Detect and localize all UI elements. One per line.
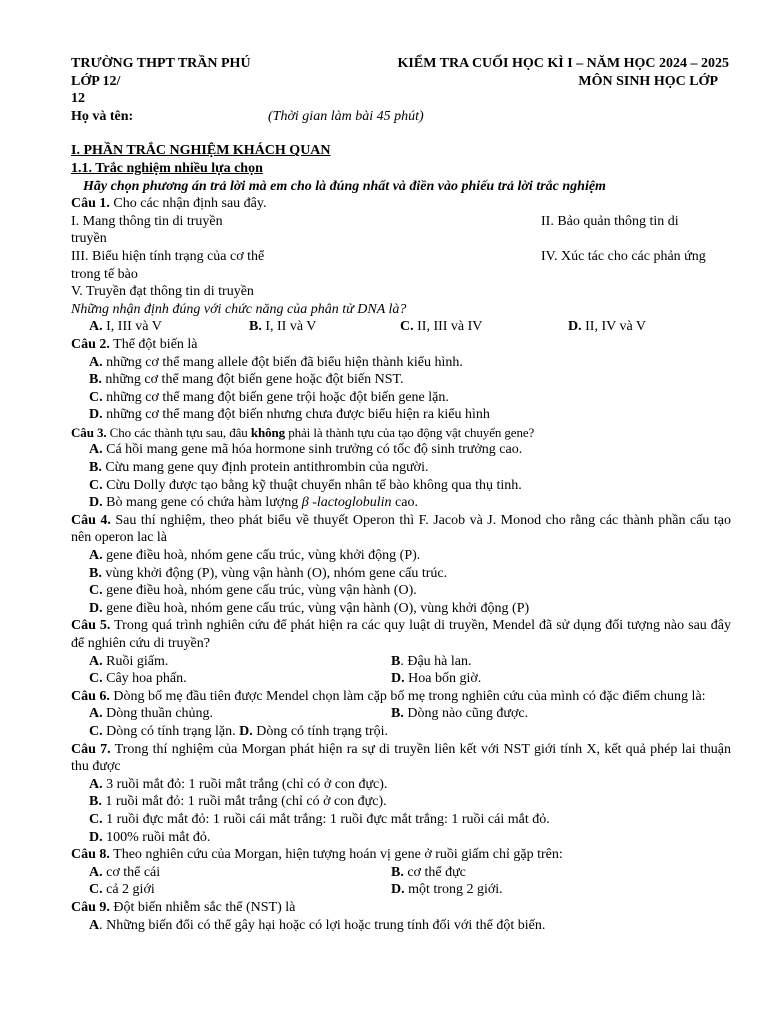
header-row-1 — [71, 55, 731, 73]
name-row — [71, 108, 731, 126]
question-7-option-c[interactable] — [71, 811, 731, 829]
statement-1-text: I. Mang thông tin di truyền — [71, 213, 223, 229]
option-text: . Những biến đổi có thể gây hại hoặc có lợi hoặc trung tính đối với thể đột biến. — [99, 917, 546, 933]
header-row-2 — [71, 73, 731, 91]
section-title: I. PHẦN TRẮC NGHIỆM KHÁCH QUAN — [71, 143, 331, 159]
question-6-options-row-1 — [71, 705, 731, 723]
option-label: B. — [391, 706, 404, 722]
option-text-italic: β -lactoglobulin — [301, 495, 392, 511]
question-5-label: Câu 5. — [71, 618, 111, 634]
option-text: Ruồi giấm. — [102, 653, 169, 669]
question-2-text: Thể đột biến là — [109, 336, 198, 352]
statement-3-wrap: trong tế bào — [71, 266, 138, 282]
option-d-text: II, IV và V — [581, 319, 647, 335]
section-instruction: Hãy chọn phương án trả lời mà em cho là đúng nhất và điền vào phiếu trả lời trắc nghiệm — [83, 178, 606, 194]
option-text: 1 ruồi mắt đỏ: 1 ruồi mắt trắng (chỉ có ở con đực). — [101, 794, 387, 810]
option-label: A. — [89, 442, 103, 458]
question-4-stem — [71, 512, 731, 547]
option-text: những cơ thể mang allele đột biến đã biểu hiện thành kiểu hình. — [102, 354, 463, 370]
question-7-option-a[interactable] — [71, 776, 731, 794]
question-4-option-b[interactable] — [71, 565, 731, 583]
option-a-text: I, III và V — [102, 319, 162, 335]
option-text: những cơ thể mang đột biến gene hoặc đột biến NST. — [101, 372, 404, 388]
option-text: . Đậu hà lan. — [400, 653, 472, 669]
question-2-label: Câu 2. — [71, 336, 110, 352]
question-6-text: Dòng bố mẹ đầu tiên được Mendel chọn làm cặp bố mẹ trong nghiên cứu của mình có đặc điểm chung là: — [109, 688, 706, 704]
question-5-option-b[interactable] — [391, 653, 472, 671]
exam-content — [71, 55, 731, 934]
question-5-option-d[interactable] — [391, 670, 481, 688]
option-text: cả 2 giới — [102, 882, 155, 898]
question-1-prompt: Những nhận định đúng với chức năng của phân tử DNA là? — [71, 301, 407, 317]
option-label: B — [391, 653, 401, 669]
question-9-label: Câu 9. — [71, 899, 110, 915]
question-7-option-d[interactable] — [71, 829, 731, 847]
question-8-option-a[interactable] — [89, 864, 391, 882]
question-7-label: Câu 7. — [71, 741, 111, 757]
statement-4: IV. Xúc tác cho các phản ứng — [541, 248, 706, 264]
question-9-stem — [71, 899, 731, 917]
option-text: gene điều hoà, nhóm gene cấu trúc, vùng vận hành (O). — [102, 583, 417, 599]
option-text: Dòng nào cũng được. — [403, 706, 529, 722]
option-label: B. — [89, 372, 102, 388]
question-3-option-c[interactable] — [71, 477, 731, 495]
option-text: những cơ thể mang đột biến gene trội hoặc đột biến gene lặn. — [102, 389, 449, 405]
question-1-options — [71, 318, 731, 336]
question-6-stem — [71, 688, 731, 706]
question-7-text: Trong thí nghiệm của Morgan phát hiện ra sự di truyền liên kết với NST giới tính X, kết quả phép lai thuận thu được — [71, 741, 731, 775]
school-name: TRƯỜNG THPT TRẦN PHÚ — [71, 56, 251, 71]
option-label: D. — [391, 671, 405, 687]
statement-2: II. Bảo quản thông tin di — [541, 213, 679, 229]
option-text: Cây hoa phấn. — [102, 671, 187, 687]
subject-label: MÔN SINH HỌC LỚP — [578, 73, 718, 89]
statement-1 — [71, 213, 286, 248]
question-5-options-row-1 — [71, 653, 731, 671]
question-2-option-c[interactable] — [71, 389, 731, 407]
option-label: B. — [89, 794, 102, 810]
question-4-option-d[interactable] — [71, 600, 731, 618]
option-a-label: A. — [89, 319, 103, 335]
question-5-option-c[interactable] — [89, 670, 391, 688]
class-label: LỚP 12/ — [71, 73, 121, 89]
statement-5: V. Truyền đạt thông tin di truyền — [71, 284, 254, 300]
option-label: D. — [89, 829, 103, 845]
section-subtitle: 1.1. Trắc nghiệm nhiều lựa chọn — [71, 160, 263, 176]
question-8-options-row-2 — [71, 881, 731, 899]
option-text: 100% ruồi mắt đỏ. — [102, 829, 211, 845]
question-9-text: Đột biến nhiễm sắc thể (NST) là — [109, 899, 296, 915]
question-8-text: Theo nghiên cứu của Morgan, hiện tượng hoán vị gene ở ruồi giấm chỉ gặp trên: — [109, 847, 563, 863]
question-3-text-emphasis: không — [250, 424, 286, 440]
option-d-label: D. — [568, 319, 582, 335]
option-label: D. — [89, 600, 103, 616]
option-a[interactable] — [89, 318, 249, 336]
question-4-option-c[interactable] — [71, 582, 731, 600]
statement-1-wrap: truyền — [71, 231, 107, 247]
option-b-label: B. — [249, 319, 262, 335]
option-label: D. — [391, 882, 405, 898]
question-3-stem — [71, 424, 731, 442]
option-text: Cừu mang gene quy định protein antithrombin của người. — [101, 460, 429, 476]
question-4-option-a[interactable] — [71, 547, 731, 565]
spacer — [71, 125, 731, 142]
question-5-text: Trong quá trình nghiên cứu để phát hiện ra các quy luật di truyền, Mendel đã sử dụng đối tượng nào sau đây để nghiên cứu di truyền? — [71, 618, 731, 651]
option-label: C. — [89, 389, 103, 405]
question-9-option-a[interactable] — [71, 917, 731, 935]
statement-3-text: III. Biểu hiện tính trạng của cơ thể — [71, 248, 265, 264]
question-3-option-d[interactable] — [71, 494, 731, 512]
question-8-stem — [71, 846, 731, 864]
option-label: B. — [89, 460, 102, 476]
option-text: cơ thể cái — [102, 864, 161, 880]
option-label: D. — [89, 407, 103, 423]
question-2-option-a[interactable] — [71, 354, 731, 372]
option-label: D. — [239, 723, 253, 739]
option-c[interactable] — [400, 318, 568, 336]
question-4-text: Sau thí nghiệm, theo phát biểu về thuyết Operon thì F. Jacob và J. Monod cho rằng các thành phần cấu tạo nên operon lac là — [71, 512, 731, 546]
question-6-option-a[interactable] — [89, 705, 391, 723]
option-text: Cá hồi mang gene mã hóa hormone sinh trưởng có tốc độ sinh trưởng cao. — [102, 442, 523, 458]
question-6-options-row-2 — [71, 723, 731, 741]
option-label: A. — [89, 706, 103, 722]
option-label: A — [89, 917, 100, 933]
time-note: (Thời gian làm bài 45 phút) — [268, 108, 424, 124]
option-c-label: C. — [400, 319, 414, 335]
option-text: gene điều hoà, nhóm gene cấu trúc, vùng khởi động (P). — [102, 548, 421, 564]
option-label: C. — [89, 477, 103, 493]
option-text: Dòng có tính trạng lặn. — [102, 723, 236, 739]
question-8-options-row-1 — [71, 864, 731, 882]
option-text-end: cao. — [391, 495, 418, 511]
question-7-stem — [71, 741, 731, 776]
question-8-option-d[interactable] — [391, 881, 503, 899]
option-text: 3 ruồi mắt đỏ: 1 ruồi mắt trắng (chỉ có ở con đực). — [102, 776, 388, 792]
question-2-option-d[interactable] — [71, 406, 731, 424]
question-4-label: Câu 4. — [71, 512, 111, 528]
option-label: B. — [391, 864, 404, 880]
question-5-options-row-2 — [71, 670, 731, 688]
exam-title: KIỂM TRA CUỐI HỌC KÌ I – NĂM HỌC 2024 – 2025 — [397, 56, 729, 71]
option-text: Dòng có tính trạng trội. — [252, 723, 389, 739]
question-3-text-c: phải là thành tựu của tạo động vật chuyển gene? — [285, 424, 535, 440]
question-5-option-a[interactable] — [89, 653, 391, 671]
option-d[interactable] — [568, 318, 646, 336]
question-2-stem — [71, 336, 731, 354]
question-6-label: Câu 6. — [71, 688, 110, 704]
question-1-statements-row-1 — [71, 213, 731, 248]
statement-3 — [71, 248, 286, 283]
option-text: Hoa bốn giờ. — [404, 671, 482, 687]
question-6-option-d[interactable] — [239, 724, 388, 739]
option-b-text: I, II và V — [261, 319, 317, 335]
question-3-option-b[interactable] — [71, 459, 731, 477]
name-label: Họ và tên: — [71, 108, 134, 124]
option-label: C. — [89, 723, 103, 739]
option-label: C. — [89, 671, 103, 687]
option-text: Cừu Dolly được tạo bằng kỹ thuật chuyển nhân tế bào không qua thụ tinh. — [102, 477, 522, 493]
question-8-option-b[interactable] — [391, 864, 466, 882]
question-3-label: Câu 3. — [71, 424, 107, 440]
option-b[interactable] — [249, 318, 400, 336]
option-text: Dòng thuần chủng. — [102, 706, 214, 722]
option-label: A. — [89, 354, 103, 370]
question-2-option-b[interactable] — [71, 371, 731, 389]
option-label: A. — [89, 776, 103, 792]
question-6-option-b[interactable] — [391, 705, 528, 723]
option-label: A. — [89, 548, 103, 564]
question-1-stem — [71, 195, 731, 213]
option-label: A. — [89, 653, 103, 669]
option-text: Bò mang gene có chứa hàm lượng — [102, 495, 302, 511]
question-8-label: Câu 8. — [71, 847, 110, 863]
option-label: A. — [89, 864, 103, 880]
option-text: gene điều hoà, nhóm gene cấu trúc, vùng vận hành (O), vùng khởi động (P) — [102, 600, 530, 616]
question-8-option-c[interactable] — [89, 881, 391, 899]
option-label: C. — [89, 811, 103, 827]
option-label: C. — [89, 583, 103, 599]
option-label: B. — [89, 565, 102, 581]
option-text: cơ thể đực — [403, 864, 466, 880]
question-1-label: Câu 1. — [71, 196, 110, 212]
option-text: vùng khởi động (P), vùng vận hành (O), nhóm gene cấu trúc. — [101, 565, 448, 581]
option-text: những cơ thể mang đột biến nhưng chưa được biểu hiện ra kiểu hình — [102, 407, 490, 423]
question-1-statements-row-2 — [71, 248, 731, 283]
question-1-text: Cho các nhận định sau đây. — [109, 196, 267, 212]
question-7-option-b[interactable] — [71, 793, 731, 811]
option-text: một trong 2 giới. — [404, 882, 503, 898]
question-5-stem — [71, 617, 731, 652]
question-6-option-c[interactable] — [89, 724, 236, 739]
option-c-text: II, III và IV — [413, 319, 483, 335]
question-3-option-a[interactable] — [71, 441, 731, 459]
option-label: C. — [89, 882, 103, 898]
option-label: D. — [89, 495, 103, 511]
question-3-text-a: Cho các thành tựu sau, đâu — [106, 424, 251, 440]
class-number: 12 — [71, 91, 85, 107]
option-text: 1 ruồi đực mắt đỏ: 1 ruồi cái mắt trắng: 1 ruồi đực mắt trắng: 1 ruồi cái mắt đỏ. — [102, 811, 550, 827]
